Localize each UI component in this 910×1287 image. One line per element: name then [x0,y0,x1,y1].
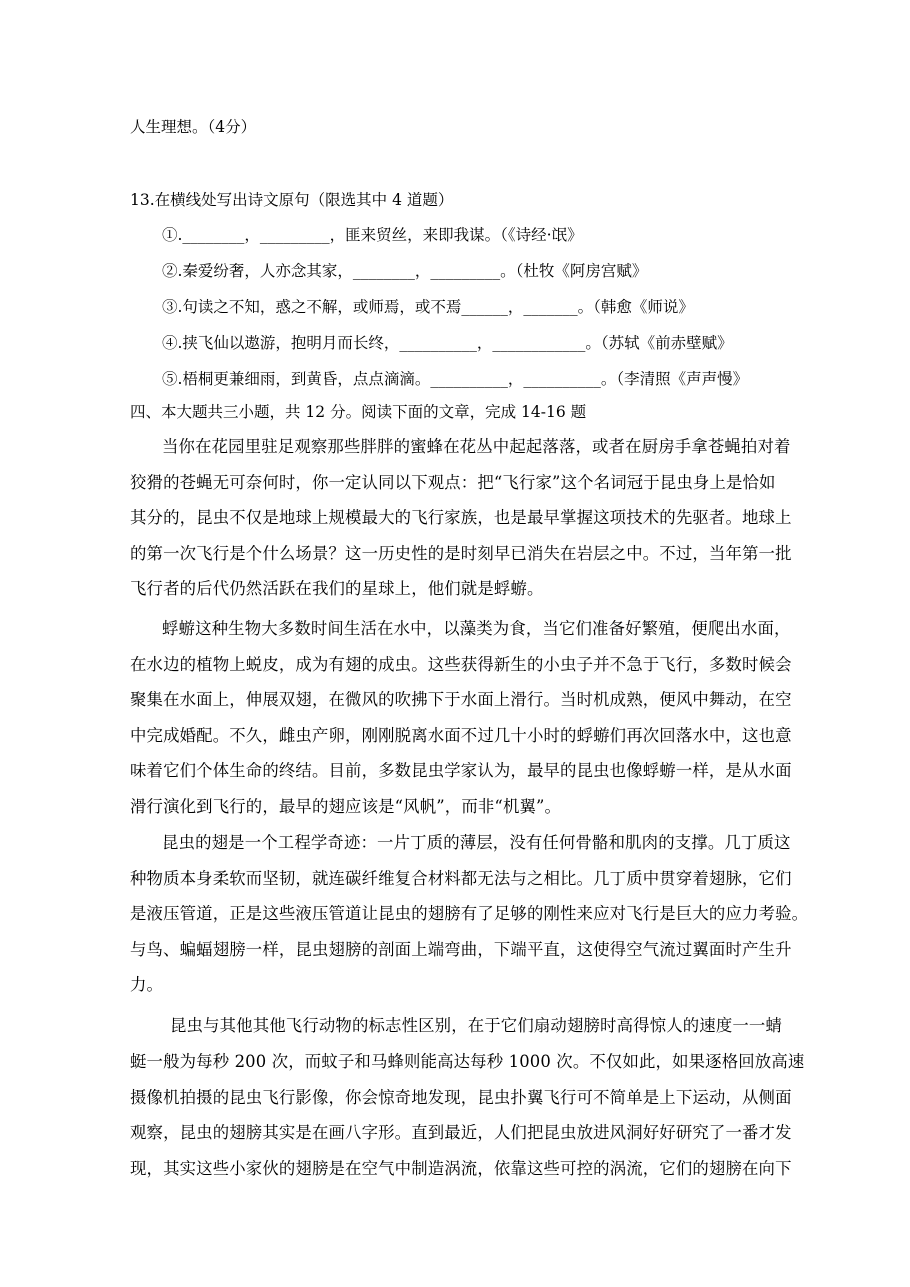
passage-p4-line: 蜓一般为每秒 200 次，而蚊子和马蜂则能高达每秒 1000 次。不仅如此，如果逐格回放高速 [130,1052,805,1071]
passage-p1-line: 当你在花园里驻足观察那些胖胖的蜜蜂在花丛中起起落落，或者在厨房手拿苍蝇拍对着 [162,437,791,456]
question-13-heading: 13.在横线处写出诗文原句（限选其中 4 道题） [130,191,454,209]
passage-p1-line: 飞行者的后代仍然活跃在我们的星球上，他们就是蜉蝣。 [130,579,544,598]
passage-p4-line: 摄像机拍摄的昆虫飞行影像，你会惊奇地发现，昆虫扑翼飞行可不简单是上下运动，从侧面 [130,1088,792,1107]
passage-p4-line: 现，其实这些小家伙的翅膀是在空气中制造涡流，依靠这些可控的涡流，它们的翅膀在向下 [130,1159,792,1178]
question-13-item-1: ①.________，_________，匪来贸丝，来即我谋。（《诗经·氓》 [162,226,583,244]
passage-p3-line: 是液压管道，正是这些液压管道让昆虫的翅膀有了足够的刚性来应对飞行是巨大的应力考验。 [130,904,809,923]
passage-p2-line: 蜉蝣这种生物大多数时间生活在水中，以藻类为食，当它们准备好繁殖，便爬出水面， [162,619,791,638]
question-13-item-4: ④.挟飞仙以遨游，抱明月而长终，__________，____________。（苏轼《前赤壁赋》 [162,334,733,352]
question-13-item-2: ②.秦爱纷奢，人亦念其家，________，_________。（杜牧《阿房宫赋》 [162,262,648,280]
passage-p3-line: 与鸟、蝙蝠翅膀一样，昆虫翅膀的剖面上端弯曲，下端平直，这使得空气流过翼面时产生升 [130,940,792,959]
passage-p3-line: 种物质本身柔软而坚韧，就连碳纤维复合材料都无法与之相比。几丁质中贯穿着翅脉，它们 [130,869,792,888]
section-4-heading: 四、本大题共三小题，共 12 分。阅读下面的文章，完成 14-16 题 [130,403,587,421]
passage-p4-line: 昆虫与其他其他飞行动物的标志性区别，在于它们扇动翅膀时高得惊人的速度一一蜻 [170,1016,783,1035]
passage-p2-line: 味着它们个体生命的终结。目前，多数昆虫学家认为，最早的昆虫也像蜉蝣一样，是从水面 [130,761,792,780]
passage-p3-line: 昆虫的翅是一个工程学奇迹：一片丁质的薄层，没有任何骨骼和肌肉的支撑。几丁质这 [162,833,791,852]
passage-p2-line: 滑行演化到飞行的，最早的翅应该是“风帆”，而非“机翼”。 [130,797,562,816]
passage-p2-line: 聚集在水面上，伸展双翅，在微风的吹拂下于水面上滑行。当时机成熟，便风中舞动，在空 [130,690,792,709]
passage-p2-line: 中完成婚配。不久，雌虫产卵，刚刚脱离水面不过几十小时的蜉蝣们再次回落水中，这也意 [130,726,792,745]
question-13-item-3: ③.句读之不知，惑之不解，或师焉，或不焉______，_______。（韩愈《师说》 [162,298,694,316]
passage-p3-line: 力。 [130,975,164,994]
passage-p2-line: 在水边的植物上蜕皮，成为有翅的成虫。这些获得新生的小虫子并不急于飞行，多数时候会 [130,655,792,674]
passage-p4-line: 观察，昆虫的翅膀其实是在画八字形。直到最近，人们把昆虫放进风洞好好研究了一番才发 [130,1123,792,1142]
passage-p1-line: 狡猾的苍蝇无可奈何时，你一定认同以下观点：把“飞行家”这个名词冠于昆虫身上是恰如 [130,473,776,492]
intro-line: 人生理想。（4分） [130,118,257,136]
passage-p1-line: 其分的，昆虫不仅是地球上规模最大的飞行家族，也是最早掌握这项技术的先驱者。地球上 [130,508,792,527]
passage-p1-line: 的第一次飞行是个什么场景？这一历史性的是时刻早已消失在岩层之中。不过，当年第一批 [130,544,792,563]
question-13-item-5: ⑤.梧桐更兼细雨，到黄昏，点点滴滴。__________，__________。（李清照《声声慢》 [162,370,749,388]
